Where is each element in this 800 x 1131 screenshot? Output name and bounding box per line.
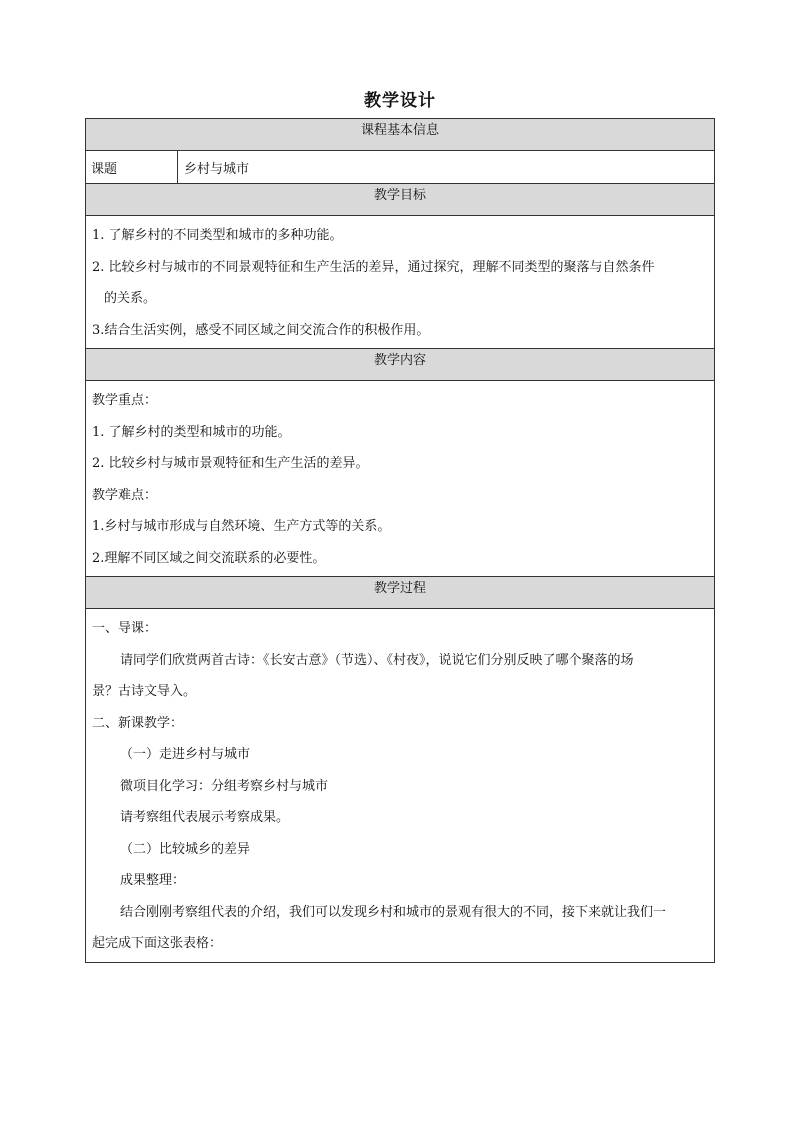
basic-info-header-row [86, 119, 715, 151]
process-subheading: （一）走进乡村与城市 [120, 747, 251, 762]
topic-value: 乡村与城市 [178, 151, 715, 184]
content-item: 2.理解不同区域之间交流联系的必要性。 [92, 550, 326, 566]
process-paragraph: 成果整理： [120, 873, 186, 888]
content-subheading: 教学重点： [92, 393, 158, 408]
objectives-cell [86, 216, 715, 349]
topic-label: 课题 [86, 151, 178, 184]
process-row [86, 609, 715, 963]
basic-info-header: 课程基本信息 [86, 119, 715, 151]
objective-item-continuation: 的关系。 [104, 291, 157, 306]
lesson-plan-table [85, 118, 715, 963]
content-subheading: 教学难点： [92, 487, 158, 503]
content-header-row [86, 349, 715, 381]
process-paragraph: 微项目化学习：分组考察乡村与城市 [120, 778, 329, 794]
process-header-row [86, 577, 715, 609]
doc-title: 教学设计 [364, 91, 436, 111]
objective-item: 3.结合生活实例，感受不同区域之间交流合作的积极作用。 [92, 322, 430, 338]
process-heading: 二、新课教学： [92, 715, 184, 731]
objective-item: 1. 了解乡村的不同类型和城市的多种功能。 [92, 228, 343, 243]
process-heading: 一、导课： [92, 621, 158, 636]
content-item: 1.乡村与城市形成与自然环境、生产方式等的关系。 [92, 519, 391, 534]
objective-item: 2. 比较乡村与城市的不同景观特征和生产生活的差异，通过探究，理解不同类型的聚落与自然条件 [92, 259, 655, 275]
topic-row [86, 151, 715, 184]
content-cell [86, 381, 715, 577]
process-paragraph: 请考察组代表展示考察成果。 [120, 810, 290, 825]
process-paragraph-continuation: 景？古诗文导入。 [92, 684, 197, 699]
process-paragraph: 结合刚刚考察组代表的介绍，我们可以发现乡村和城市的景观有很大的不同，接下来就让我们一 [120, 904, 667, 920]
content-row [86, 381, 715, 577]
content-item: 1. 了解乡村的类型和城市的功能。 [92, 424, 291, 440]
objectives-header-row [86, 184, 715, 216]
content-item: 2. 比较乡村与城市景观特征和生产生活的差异。 [92, 456, 369, 471]
process-paragraph: 请同学们欣赏两首古诗：《长安古意》（节选）、《村夜》，说说它们分别反映了哪个聚落的场 [120, 652, 634, 668]
objectives-row [86, 216, 715, 349]
process-cell [86, 609, 715, 963]
process-header: 教学过程 [86, 577, 715, 609]
process-subheading: （二）比较城乡的差异 [120, 841, 251, 857]
objectives-header: 教学目标 [86, 184, 715, 216]
process-paragraph-continuation: 起完成下面这张表格： [92, 936, 223, 951]
content-header: 教学内容 [86, 349, 715, 381]
